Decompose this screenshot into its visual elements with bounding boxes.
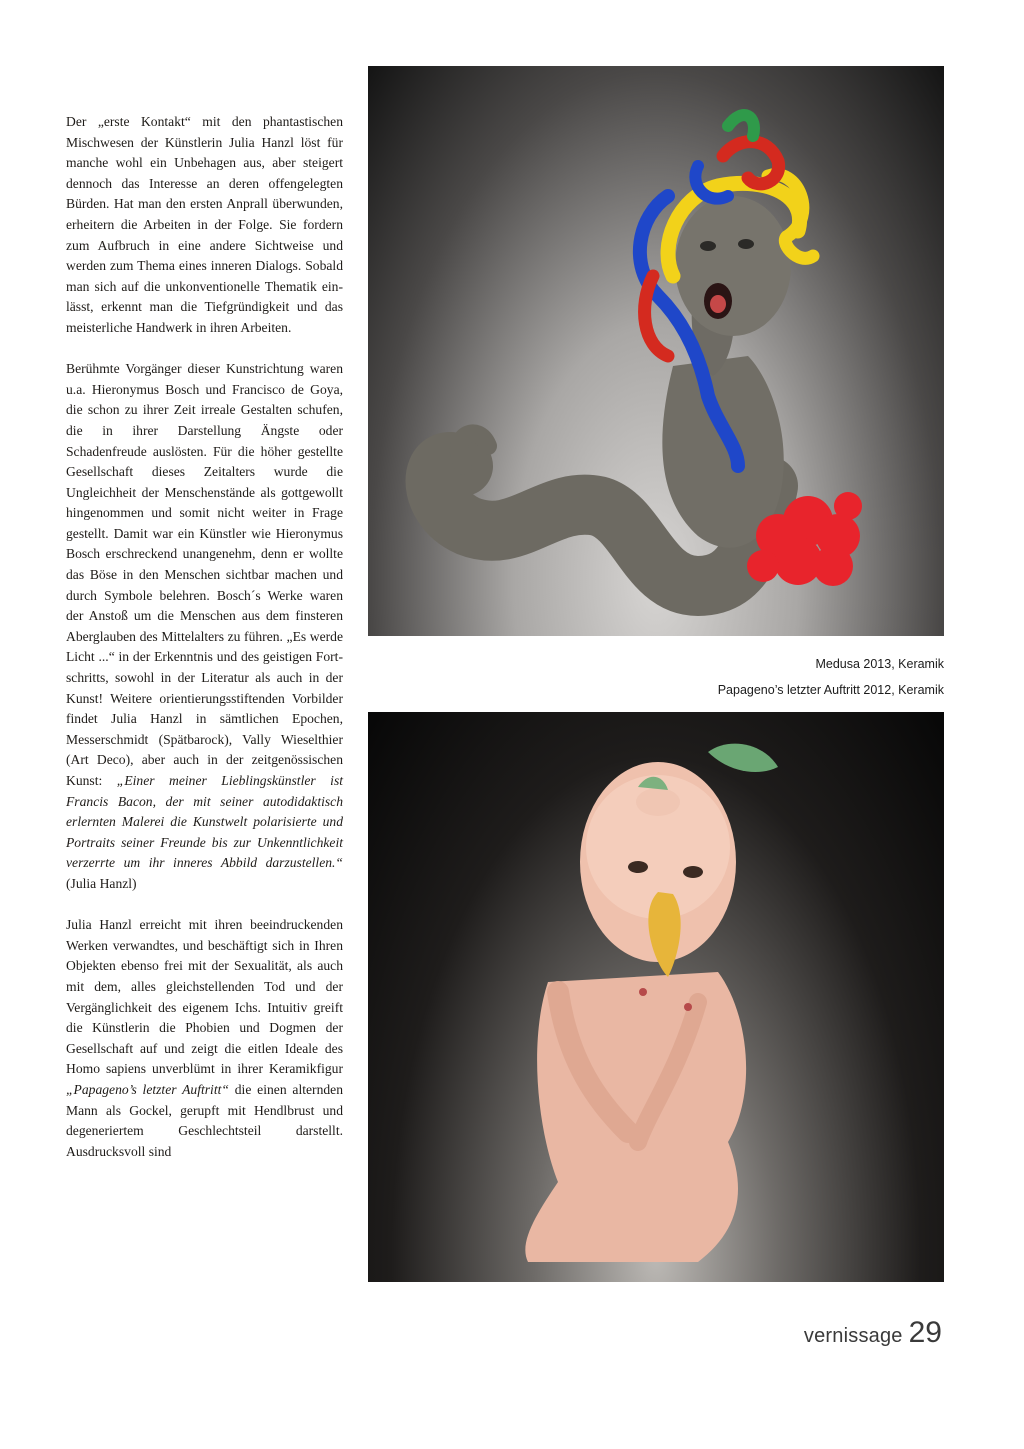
caption-papageno: Papageno’s letzter Auftritt 2012, Keramik	[717, 683, 944, 697]
text-run: die einen alternden Mann als Gockel, gerupft mit Hendlbrust und degeneriertem Geschlechtsteil darstellt. Ausdrucksvoll sind	[66, 1081, 343, 1159]
papageno-sculpture-photo	[368, 712, 944, 1282]
text-run: Julia Hanzl erreicht mit ihren beeindruckenden Werken verwandtes, und beschäftigt sich in Ihren Objekten ebenso frei mit der Sexualität, als auch mit dem, alles gleichstellenden Tod und der Vergänglichkeit des eigenem Ichs. Intuitiv greift die Künstlerin die Phobien und Dogmen der Gesellschaft auf und zeigt die eitlen Ideale des Homo sapiens unverblümt in ihrer Keramikfigur	[66, 917, 343, 1077]
page-footer	[804, 1316, 942, 1350]
medusa-sculpture-photo	[368, 66, 944, 636]
papageno-sculpture-illustration	[368, 712, 944, 1282]
magazine-name: vernissage	[803, 1325, 903, 1347]
text-run: Berühmte Vorgänger dieser Kunstrichtung waren u.a. Hieronymus Bosch und Francisco de Goya, die schon zu ihrer Zeit irreale Gestalten schufen, die in ihrer Darstellung Ängste oder Schadenfreude auslösten. Für die höher gestellte Gesellschaft dieses Zeitalters wurde die Ungleichheit der Menschenstände als gottgewollt hingenommen und somit nicht weiter in Frage gestellt. Damit war ein Künstler wie Hieronymus Bosch erschreckend unangenehm, denn er wollte das Böse in den Menschen sichtbar machen und durch Symbole belehren. Bosch´s Werke waren der Anstoß um die Menschen aus dem finsteren Aberglauben des Mittelalters zu führen. „Es werde Licht ...“ in der Erkenntnis und des geistigen Fortschritts, sowohl in der Literatur als auch in der Kunst! Weitere orientierungsstiftenden Vorbilder findet Julia Hanzl in sämtlichen Epochen, Messerschmidt (Spätbarock), Vally Wieselthier (Art Deco), aber auch in der zeitgenössischen Kunst:	[66, 361, 343, 788]
paragraph-predecessors	[66, 359, 343, 894]
text-run: (Julia Hanzl)	[66, 875, 137, 891]
quote-italic: „Einer meiner Lieblingskünstler ist Francis Bacon, der mit seiner autodidaktisch erlernten Malerei die Kunstwelt polarisierte und Portraits seiner Freunde bis zur Unkenntlichkeit verzerrte um ihr inneres Abbild darzustellen.“	[66, 773, 344, 871]
medusa-sculpture-illustration	[368, 66, 944, 636]
page-number: 29	[908, 1316, 942, 1349]
text-run: Der „erste Kontakt“ mit den phantastischen Mischwesen der Künstlerin Julia Hanzl löst für manche wohl ein Unbehagen aus, aber steigert dennoch das Interesse an deren offengelegten Bürden. Hat man den ersten Anprall überwunden, erheitern die Arbeiten in der Folge. Sie fordern zum Aufbruch in eine andere Sichtweise und werden zum Thema eines inneren Dialogs. Sobald man sich auf die unkonventionelle Thematik einlässt, erkennt man die Tiefgründigkeit und das meisterliche Handwerk in ihren Arbeiten.	[66, 114, 343, 335]
paragraph-intro	[66, 112, 343, 339]
article-text-column	[66, 112, 343, 1183]
paragraph-themes	[66, 915, 343, 1162]
artwork-title-italic: „Papageno’s letzter Auftritt“	[66, 1081, 229, 1097]
caption-medusa: Medusa 2013, Keramik	[815, 657, 944, 671]
